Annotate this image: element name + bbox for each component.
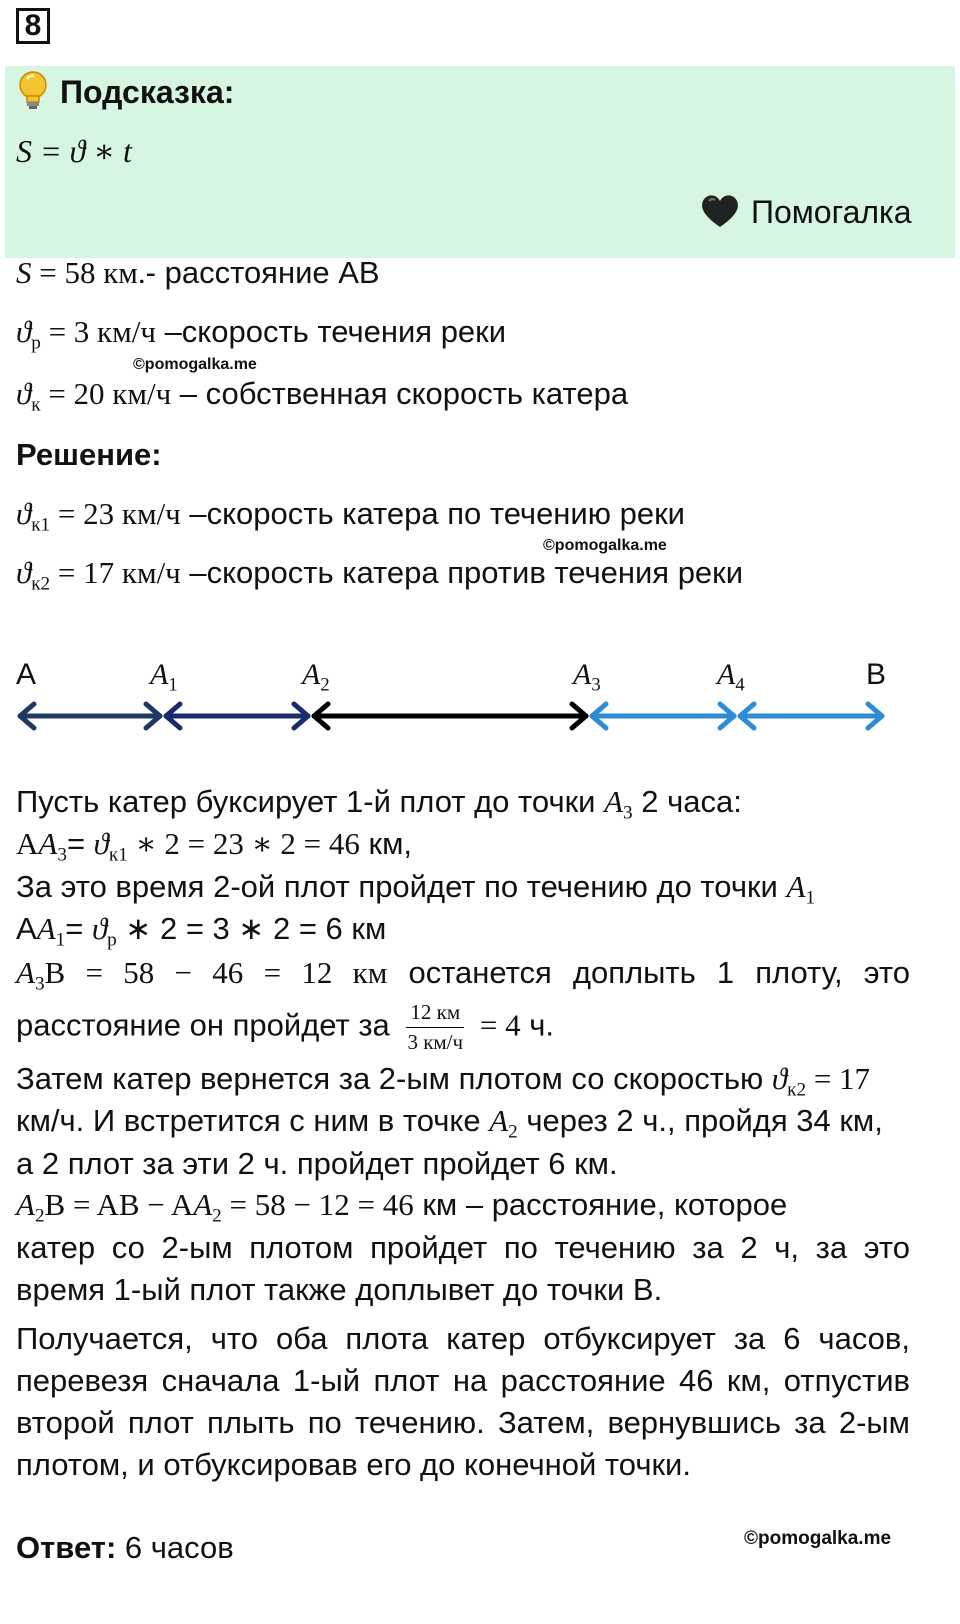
given-line-2: $ϑ_р = 3$ км/ч –скорость течения реки <box>16 314 507 354</box>
segment-a3-a4 <box>592 704 734 728</box>
body-line-8: км/ч. И встретится с ним в точке $A_2$ через 2 ч., пройдя 34 км, <box>16 1103 883 1143</box>
body-line-6: расстояние он пройдет за $\frac{12 км}{3 км/ч}$ = 4 ч. <box>16 1000 555 1054</box>
body-line-13: Получается, что оба плота катер отбуксирует за 6 часов, <box>16 1321 910 1356</box>
hint-title: Подсказка: <box>60 74 235 110</box>
body-line-7: Затем катер вернется за 2-ым плотом со скоростью $ϑ_{к2} = 17$ <box>16 1061 871 1101</box>
given-line-1: S = 58 км.- расстояние АВ <box>16 255 380 290</box>
fraction: $\frac{12 км}{3 км/ч}$ <box>407 1000 464 1054</box>
body-line-9: а 2 плот за эти 2 ч. пройдет пройдет 6 км. <box>16 1146 618 1181</box>
point-label-a1: $A_1$ <box>150 658 178 696</box>
route-diagram <box>0 690 960 746</box>
point-label-a2: $A_2$ <box>302 658 330 696</box>
point-label-a: A <box>16 658 37 691</box>
brand-name: Помогалка <box>751 194 912 230</box>
body-line-16: плотом, и отбуксировав его до конечной точки. <box>16 1447 691 1482</box>
body-line-10: $A_2B$ = AB − $AA_2 = 58 - 12 = 46$ км – расстояние, которое <box>16 1187 788 1227</box>
answer-label: Ответ: <box>16 1530 117 1565</box>
answer <box>16 1530 234 1566</box>
body-line-14: перевезя сначала 1-ый плот на расстояние 46 км, отпустив <box>16 1363 910 1398</box>
task-number: 8 <box>16 8 50 44</box>
solution-line-2: $ϑ_{к2} = 17$ км/ч –скорость катера против течения реки <box>16 555 744 595</box>
body-line-11: катер со 2-ым плотом пройдет по течению за 2 ч, за это <box>16 1230 910 1265</box>
point-label-a3: $A_3$ <box>573 658 601 696</box>
point-label-a4: $A_4$ <box>717 658 745 696</box>
answer-value: 6 часов <box>116 1530 234 1565</box>
body-line-12: время 1-ый плот также доплывет до точки В. <box>16 1272 663 1307</box>
body-line-2: $AA_3= ϑ_{к1}$ ∗ 2 = 23 ∗ 2 = 46 км, <box>16 826 413 866</box>
watermark: ©pomogalka.me <box>744 1528 892 1549</box>
body-line-1: Пусть катер буксирует 1-й плот до точки $A_3$ 2 часа: <box>16 784 742 824</box>
hint-formula: S = ϑ ∗ t <box>16 133 132 169</box>
body-line-3: За это время 2-ой плот пройдет по течению до точки $A_1$ <box>16 869 816 909</box>
heart-icon <box>700 192 740 230</box>
given-line-3: $ϑ_к = 20$ км/ч – собственная скорость катера <box>16 376 629 416</box>
point-label-b: B <box>866 658 887 691</box>
symbol-s: S <box>16 255 32 290</box>
segment-a-a1 <box>20 704 160 728</box>
solution-line-1: $ϑ_{к1} = 23$ км/ч –скорость катера по течению реки <box>16 496 685 536</box>
segment-a1-a2 <box>166 704 308 728</box>
lightbulb-icon <box>16 70 50 112</box>
watermark: ©pomogalka.me <box>133 356 257 373</box>
watermark: ©pomogalka.me <box>543 537 667 554</box>
body-line-4: $АA_1= ϑ_р$ ∗ 2 = 3 ∗ 2 = 6 км <box>16 911 387 951</box>
segment-a4-b <box>740 704 882 728</box>
body-line-5: $A_3B = 58 - 46 = 12$ км останется доплыть 1 плоту, это <box>16 955 910 995</box>
segment-a2-a3 <box>314 704 586 728</box>
solution-title: Решение: <box>16 437 162 472</box>
body-line-15: второй плот плыть по течению. Затем, вернувшись за 2-ым <box>16 1405 910 1440</box>
